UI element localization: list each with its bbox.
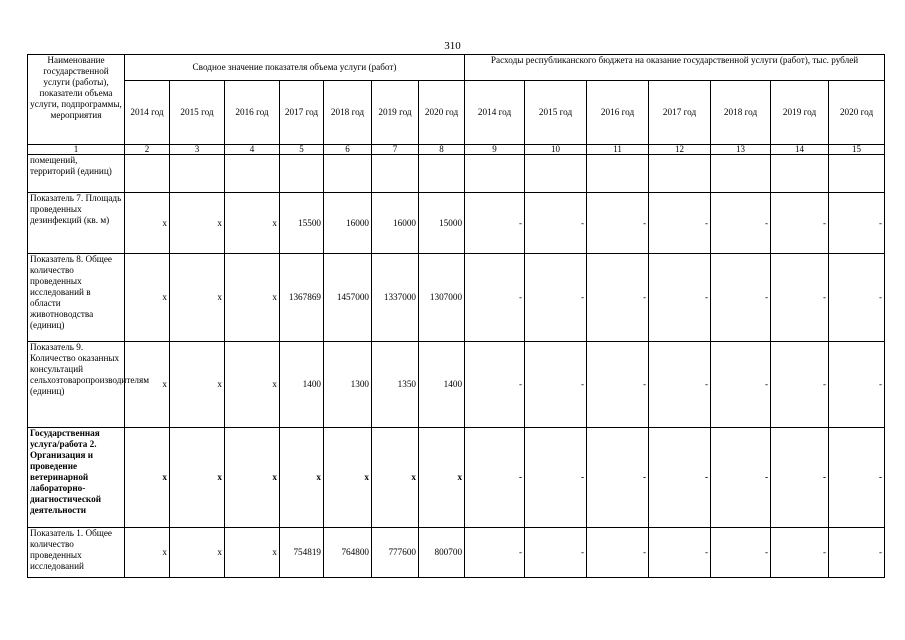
column-number: 4 xyxy=(225,145,280,155)
expense-value-cell: - xyxy=(829,193,885,254)
row-name: Показатель 1. Общее количество проведенных исследований xyxy=(28,528,125,578)
volume-value-cell: 764800 xyxy=(324,528,372,578)
volume-year-header: 2014 год xyxy=(125,81,170,145)
expense-value-cell: - xyxy=(649,342,711,428)
row-name: Показатель 7. Площадь проведенных дезинфекций (кв. м) xyxy=(28,193,125,254)
volume-value-cell: x xyxy=(225,528,280,578)
column-number: 3 xyxy=(170,145,225,155)
volume-value-cell: 16000 xyxy=(324,193,372,254)
column-number: 7 xyxy=(372,145,419,155)
expense-value-cell: - xyxy=(711,528,771,578)
volume-value-cell: x xyxy=(125,193,170,254)
expense-year-header: 2017 год xyxy=(649,81,711,145)
expense-value-cell: - xyxy=(711,342,771,428)
expense-value-cell: - xyxy=(465,193,525,254)
expense-value-cell: - xyxy=(711,428,771,528)
expense-value-cell: - xyxy=(649,528,711,578)
expense-year-header: 2016 год xyxy=(587,81,649,145)
expense-value-cell: - xyxy=(525,254,587,342)
table-row xyxy=(28,528,885,578)
expense-value-cell xyxy=(649,155,711,193)
expense-value-cell: - xyxy=(525,342,587,428)
volume-year-header: 2020 год xyxy=(419,81,465,145)
volume-value-cell: x xyxy=(170,428,225,528)
expense-value-cell xyxy=(525,155,587,193)
expense-value-cell: - xyxy=(771,193,829,254)
expense-value-cell xyxy=(829,155,885,193)
expense-year-header: 2015 год xyxy=(525,81,587,145)
volume-value-cell: 16000 xyxy=(372,193,419,254)
volume-value-cell: 754819 xyxy=(280,528,324,578)
expense-value-cell xyxy=(587,155,649,193)
expense-value-cell: - xyxy=(649,193,711,254)
expense-value-cell: - xyxy=(465,342,525,428)
expense-year-header: 2014 год xyxy=(465,81,525,145)
column-number: 15 xyxy=(829,145,885,155)
volume-value-cell xyxy=(225,155,280,193)
expense-value-cell: - xyxy=(771,428,829,528)
expense-year-header: 2018 год xyxy=(711,81,771,145)
expense-value-cell: - xyxy=(525,528,587,578)
volume-value-cell: 1307000 xyxy=(419,254,465,342)
expense-value-cell: - xyxy=(829,528,885,578)
volume-value-cell xyxy=(280,155,324,193)
table-row xyxy=(28,428,885,528)
column-number: 9 xyxy=(465,145,525,155)
column-number: 6 xyxy=(324,145,372,155)
column-number: 13 xyxy=(711,145,771,155)
column-number: 14 xyxy=(771,145,829,155)
volume-value-cell: x xyxy=(324,428,372,528)
page-number: 310 xyxy=(444,40,461,52)
volume-value-cell: x xyxy=(170,342,225,428)
indicators-table xyxy=(27,54,885,578)
header-group-row xyxy=(28,55,885,81)
volume-value-cell: x xyxy=(225,342,280,428)
expenses-group-header: Расходы республиканского бюджета на оказание государственной услуги (работ), тыс. рублей xyxy=(465,55,885,81)
volume-value-cell: x xyxy=(170,254,225,342)
column-number: 11 xyxy=(587,145,649,155)
volume-value-cell xyxy=(419,155,465,193)
expense-value-cell: - xyxy=(711,193,771,254)
expense-value-cell: - xyxy=(771,528,829,578)
name-column-header: Наименование государственной услуги (работы), показатели объема услуги, подпрограммы, мероприятия xyxy=(28,55,125,145)
row-name: помещений, территорий (единиц) xyxy=(28,155,125,193)
expense-value-cell: - xyxy=(525,193,587,254)
expense-value-cell: - xyxy=(649,428,711,528)
expense-value-cell: - xyxy=(587,254,649,342)
volume-value-cell: x xyxy=(125,428,170,528)
expense-value-cell xyxy=(771,155,829,193)
volume-value-cell: 15000 xyxy=(419,193,465,254)
volume-value-cell xyxy=(125,155,170,193)
expense-value-cell: - xyxy=(771,342,829,428)
volume-group-header: Сводное значение показателя объема услуги (работ) xyxy=(125,55,465,81)
expense-value-cell: - xyxy=(649,254,711,342)
table-body xyxy=(28,155,885,578)
volume-value-cell: x xyxy=(170,193,225,254)
volume-year-header: 2016 год xyxy=(225,81,280,145)
expense-value-cell: - xyxy=(829,428,885,528)
table-row xyxy=(28,342,885,428)
volume-year-header: 2017 год xyxy=(280,81,324,145)
expense-value-cell xyxy=(711,155,771,193)
volume-value-cell: x xyxy=(419,428,465,528)
volume-value-cell: x xyxy=(225,193,280,254)
header-years-row xyxy=(28,81,885,145)
column-number: 10 xyxy=(525,145,587,155)
volume-year-header: 2018 год xyxy=(324,81,372,145)
expense-value-cell: - xyxy=(587,193,649,254)
expense-value-cell: - xyxy=(711,254,771,342)
volume-value-cell: 1400 xyxy=(280,342,324,428)
table-row xyxy=(28,155,885,193)
expense-value-cell: - xyxy=(465,428,525,528)
volume-year-header: 2019 год xyxy=(372,81,419,145)
column-number: 5 xyxy=(280,145,324,155)
volume-value-cell xyxy=(170,155,225,193)
volume-year-header: 2015 год xyxy=(170,81,225,145)
volume-value-cell: x xyxy=(170,528,225,578)
expense-value-cell: - xyxy=(829,254,885,342)
volume-value-cell xyxy=(372,155,419,193)
expense-value-cell: - xyxy=(465,254,525,342)
row-name: Показатель 8. Общее количество проведенных исследований в области животноводства (единиц) xyxy=(28,254,125,342)
column-number-row xyxy=(28,145,885,155)
expense-year-header: 2020 год xyxy=(829,81,885,145)
expense-value-cell: - xyxy=(829,342,885,428)
row-name: Показатель 9. Количество оказанных консультаций сельхозтоваропроизводителям (единиц) xyxy=(28,342,125,428)
column-number: 2 xyxy=(125,145,170,155)
row-name: Государственная услуга/работа 2. Организация и проведение ветеринарной лабораторно-диагностической деятельности xyxy=(28,428,125,528)
volume-value-cell: x xyxy=(225,428,280,528)
volume-value-cell: 1367869 xyxy=(280,254,324,342)
expense-year-header: 2019 год xyxy=(771,81,829,145)
volume-value-cell: x xyxy=(225,254,280,342)
volume-value-cell: 1300 xyxy=(324,342,372,428)
volume-value-cell: x xyxy=(125,342,170,428)
expense-value-cell: - xyxy=(465,528,525,578)
expense-value-cell: - xyxy=(771,254,829,342)
expense-value-cell: - xyxy=(587,528,649,578)
volume-value-cell: 1337000 xyxy=(372,254,419,342)
volume-value-cell: x xyxy=(125,254,170,342)
volume-value-cell xyxy=(324,155,372,193)
volume-value-cell: 777600 xyxy=(372,528,419,578)
volume-value-cell: 800700 xyxy=(419,528,465,578)
expense-value-cell: - xyxy=(587,342,649,428)
volume-value-cell: x xyxy=(372,428,419,528)
volume-value-cell: 1400 xyxy=(419,342,465,428)
expense-value-cell xyxy=(465,155,525,193)
volume-value-cell: 1457000 xyxy=(324,254,372,342)
column-number: 1 xyxy=(28,145,125,155)
expense-value-cell: - xyxy=(525,428,587,528)
table-row xyxy=(28,254,885,342)
volume-value-cell: x xyxy=(125,528,170,578)
volume-value-cell: x xyxy=(280,428,324,528)
expense-value-cell: - xyxy=(587,428,649,528)
table-row xyxy=(28,193,885,254)
volume-value-cell: 1350 xyxy=(372,342,419,428)
volume-value-cell: 15500 xyxy=(280,193,324,254)
column-number: 8 xyxy=(419,145,465,155)
column-number: 12 xyxy=(649,145,711,155)
